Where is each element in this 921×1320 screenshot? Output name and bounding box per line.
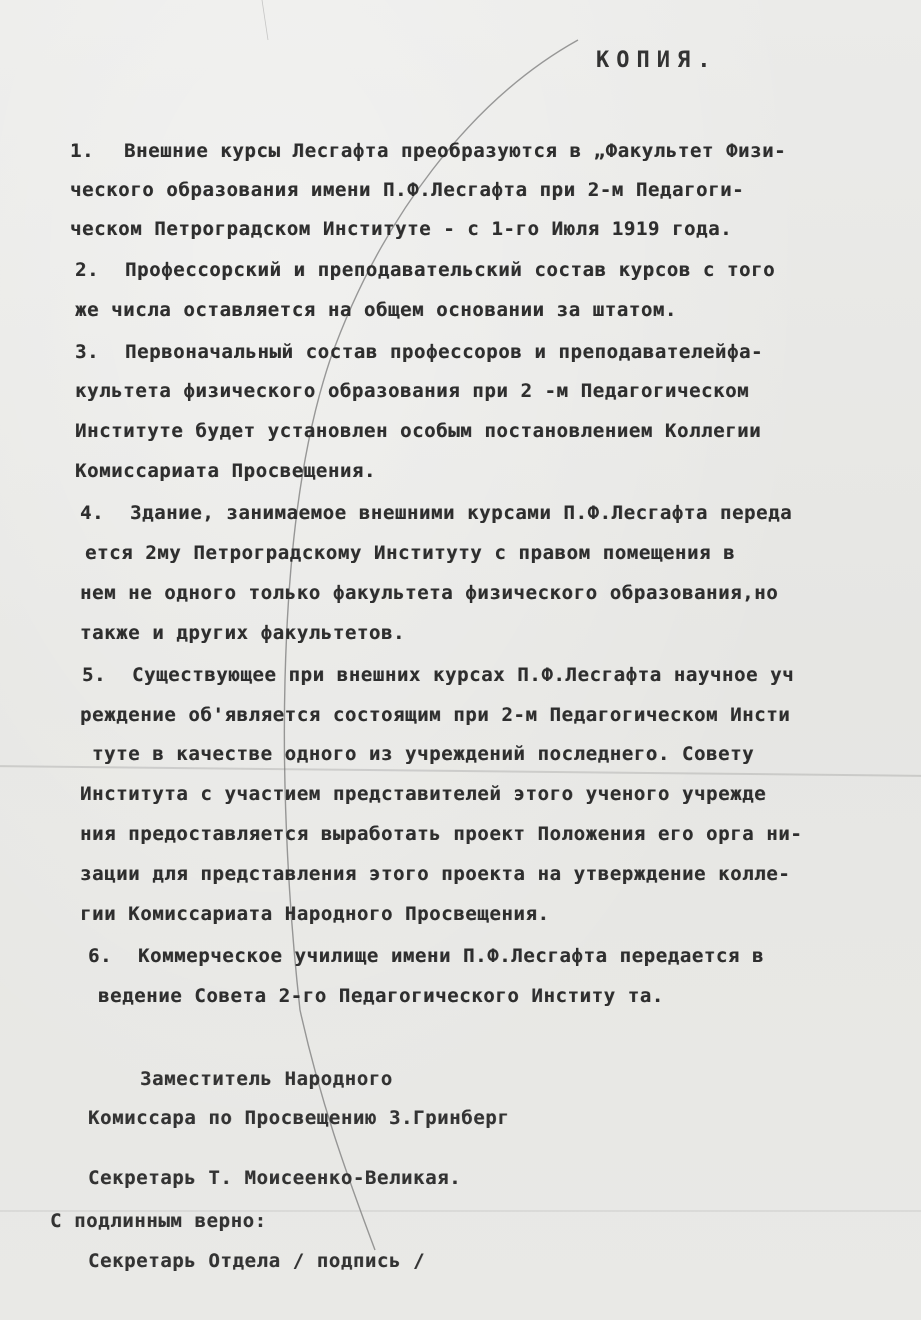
paragraph-6-line-1: Коммерческое училище имени П.Ф.Лесгафта передается в — [138, 945, 765, 967]
copy-mark: КОПИЯ. — [596, 48, 718, 73]
paragraph-4-line-1: Здание, занимаемое внешними курсами П.Ф.Лесгафта переда — [130, 502, 793, 524]
deputy-title-line-1: Заместитель Народного — [140, 1068, 393, 1090]
paragraph-4-number: 4. — [80, 502, 105, 524]
paragraph-6-number: 6. — [88, 945, 113, 967]
paragraph-3-line-3: Институте будет установлен особым постановлением Коллегии — [75, 420, 762, 442]
paragraph-4-line-2: ется 2му Петроградскому Институту с правом помещения в — [85, 542, 736, 564]
paragraph-5-line-6: зации для представления этого проекта на утверждение колле- — [80, 863, 791, 885]
paragraph-6-line-2: ведение Совета 2-го Педагогического Институ та. — [98, 985, 664, 1007]
paper-fold-line — [0, 765, 921, 777]
secretary-signature: Секретарь Т. Моисеенко-Великая. — [88, 1167, 462, 1189]
paragraph-1-line-3: ческом Петроградском Институте - с 1-го Июля 1919 года. — [70, 218, 733, 240]
paragraph-5-line-5: ния предоставляется выработать проект Положения его орга ни- — [80, 823, 803, 845]
paragraph-5-line-2: реждение об'является состоящим при 2-м Педагогическом Инсти — [80, 704, 791, 726]
paragraph-2-number: 2. — [75, 259, 100, 281]
paragraph-2-line-1: Профессорский и преподавательский состав курсов с того — [125, 259, 776, 281]
paragraph-1-line-2: ческого образования имени П.Ф.Лесгафта при 2-м Педагоги- — [70, 179, 745, 201]
paragraph-1-line-1: Внешние курсы Лесгафта преобразуются в „Факультет Физи- — [124, 140, 787, 162]
paragraph-3-line-1: Первоначальный состав профессоров и преподавателейфа- — [125, 341, 764, 363]
department-secretary-signature: Секретарь Отдела / подпись / — [88, 1250, 426, 1272]
paragraph-3-line-4: Комиссариата Просвещения. — [75, 460, 376, 482]
paragraph-3-number: 3. — [75, 341, 100, 363]
paragraph-3-line-2: культета физического образования при 2 -м Педагогическом — [75, 380, 750, 402]
paragraph-5-line-1: Существующее при внешних курсах П.Ф.Лесгафта научное уч — [132, 664, 795, 686]
paragraph-2-line-2: же числа оставляется на общем основании за штатом. — [75, 299, 677, 321]
paragraph-5-line-4: Института с участием представителей этого ученого учрежде — [80, 783, 767, 805]
certified-copy-note: С подлинным верно: — [50, 1210, 267, 1232]
deputy-title-line-2: Комиссара по Просвещению З.Гринберг — [88, 1107, 510, 1129]
paragraph-4-line-4: также и других факультетов. — [80, 622, 406, 644]
paragraph-4-line-3: нем не одного только факультета физического образования,но — [80, 582, 779, 604]
paragraph-1-number: 1. — [70, 140, 95, 162]
paragraph-5-number: 5. — [82, 664, 107, 686]
paragraph-5-line-3: туте в качестве одного из учреждений последнего. Совету — [92, 743, 755, 765]
paragraph-5-line-7: гии Комиссариата Народного Просвещения. — [80, 903, 550, 925]
